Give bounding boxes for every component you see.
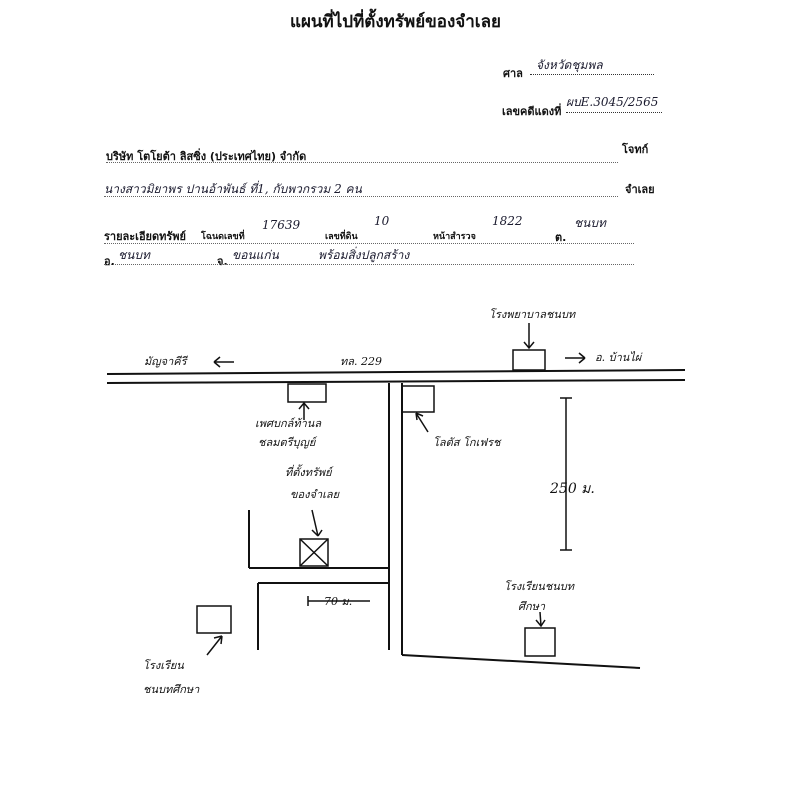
lotus-arrow-icon xyxy=(416,413,428,432)
right-direction-arrow-icon xyxy=(565,353,585,363)
distance-250-label: 250 ม. xyxy=(550,481,595,497)
plaintiff-role: โจทก์ xyxy=(622,143,649,156)
gas-station-label-2: ชลมตรีบุญย์ xyxy=(258,436,316,449)
tambon-label: ต. xyxy=(555,231,567,244)
school-left-label-1: โรงเรียน xyxy=(143,659,184,672)
school-right-label-2: ศึกษา xyxy=(518,600,546,613)
property-x-icon xyxy=(300,539,328,566)
lotus-building xyxy=(402,386,434,412)
highway-bottom-edge xyxy=(107,380,685,383)
hospital-building xyxy=(513,350,545,370)
distance-250-marker xyxy=(560,398,572,550)
hospital-arrow-icon xyxy=(524,323,534,348)
gas-station-label-1: เพศบกล์ท้านล xyxy=(255,417,322,430)
tambon-value: ชนบท xyxy=(574,216,606,230)
deed-value: 17639 xyxy=(262,218,301,232)
school-right-building xyxy=(525,628,555,656)
gas-station-building xyxy=(288,384,326,402)
highway-top-edge xyxy=(107,370,685,374)
school-left-label-2: ชนบทศึกษา xyxy=(143,683,200,696)
case-number-value: ผบE.3045/2565 xyxy=(566,95,659,109)
property-extra: พร้อมสิ่งปลูกสร้าง xyxy=(318,248,410,262)
survey-value: 1822 xyxy=(492,214,523,228)
bottom-road-edge xyxy=(402,655,640,668)
province-label: จ. xyxy=(217,255,228,268)
defendant-role: จำเลย xyxy=(625,183,655,196)
land-label: เลขที่ดิน xyxy=(325,232,358,242)
case-number-label: เลขคดีแดงที่ xyxy=(502,105,562,118)
school-left-building xyxy=(197,606,231,633)
province-value: ขอนแก่น xyxy=(232,248,279,262)
property-arrow-icon xyxy=(312,510,322,536)
survey-label: หน้าสำรวจ xyxy=(433,232,476,242)
school-left-arrow-icon xyxy=(207,636,222,655)
property-label-1: ที่ตั้งทรัพย์ xyxy=(285,466,332,479)
to-right-label: อ. บ้านไผ่ xyxy=(595,351,642,364)
defendant-name: นางสาวมิยาพร ปานอ้าพันธ์ ที่1, กับพวกรวม 2 คน xyxy=(104,182,362,196)
hospital-label: โรงพยาบาลชนบท xyxy=(489,308,576,321)
highway-label: ทล. 229 xyxy=(340,355,382,368)
amphoe-label: อ. xyxy=(104,255,115,268)
property-label: รายละเอียดทรัพย์ xyxy=(104,230,186,243)
deed-label: โฉนดเลขที่ xyxy=(201,232,245,242)
to-left-label: มัญจาคีรี xyxy=(144,355,187,368)
school-right-arrow-icon xyxy=(536,612,545,626)
lotus-label: โลตัส โกเฟรช xyxy=(433,436,501,449)
distance-70-label: 70 ม. xyxy=(324,595,353,608)
land-value: 10 xyxy=(374,214,390,228)
court-label: ศาล xyxy=(503,67,523,80)
document-title: แผนที่ไปที่ตั้งทรัพย์ของจำเลย xyxy=(290,12,501,32)
school-right-label-1: โรงเรียนชนบท xyxy=(504,580,575,593)
left-direction-arrow-icon xyxy=(214,357,234,367)
amphoe-value: ชนบท xyxy=(118,248,150,262)
property-label-2: ของจำเลย xyxy=(290,488,340,501)
court-value: จังหวัดชุมพล xyxy=(536,58,603,72)
plaintiff-name: บริษัท โตโยต้า ลิสซิ่ง (ประเทศไทย) จำกัด xyxy=(106,150,307,163)
